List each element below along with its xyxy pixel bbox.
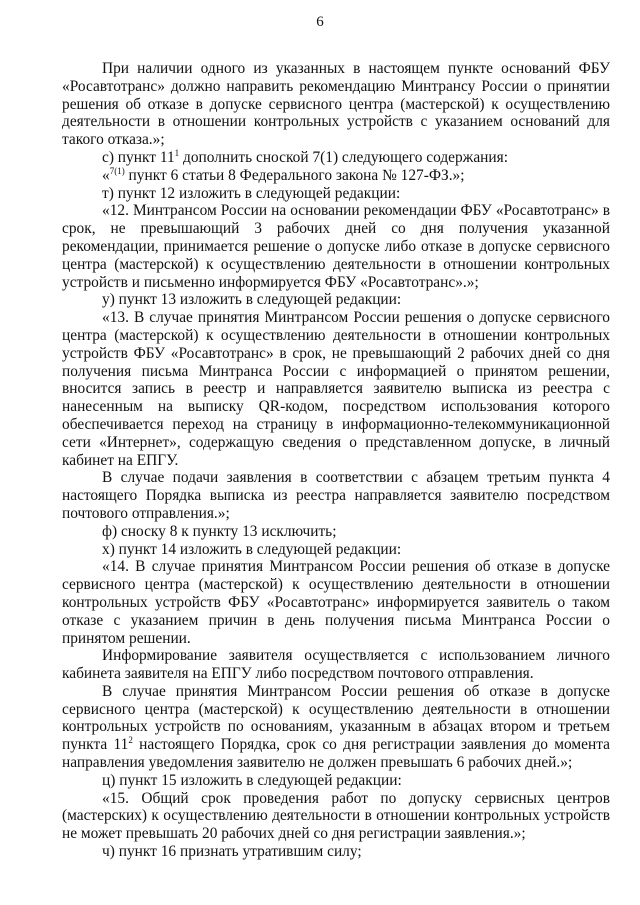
paragraph: При наличии одного из указанных в настоящем пункте оснований ФБУ «Росавтотранс» должно направить рекомендацию Минтрансу России о принятии решения об отказе в допуске сервисного центра (мастерской) к осуществлению деятельности в отношении контрольных устройств с указанием оснований для такого отказа.»; bbox=[62, 60, 610, 149]
superscript: 2 bbox=[128, 735, 133, 746]
paragraph: «12. Минтрансом России на основании рекомендации ФБУ «Росавтотранс» в срок, не превышающий 3 рабочих дней со дня получения указанной рекомендации, принимается решение о допуске либо отказе в допуске сервисного центра (мастерской) к осуществлению деятельности в отношении контрольных устройств и письменно информируется ФБУ «Росавтотранс».»; bbox=[62, 202, 610, 291]
paragraph: В случае подачи заявления в соответствии с абзацем третьим пункта 4 настоящего Порядка выписка из реестра направляется заявителю посредством почтового отправления.»; bbox=[62, 469, 610, 522]
paragraph-text: дополнить сноской 7(1) следующего содержания: bbox=[179, 148, 508, 166]
paragraph: ф) сноску 8 к пункту 13 исключить; bbox=[102, 522, 337, 540]
paragraph: т) пункт 12 изложить в следующей редакции: bbox=[102, 184, 401, 202]
paragraph bbox=[62, 149, 610, 167]
page-number: 6 bbox=[316, 14, 324, 30]
superscript: 1 bbox=[174, 147, 180, 158]
document-body bbox=[62, 60, 610, 861]
paragraph-text: с) пункт 11 bbox=[102, 148, 175, 166]
paragraph: Информирование заявителя осуществляется с использованием личного кабинета заявителя на ЕПГУ либо посредством почтового отправления. bbox=[62, 647, 610, 683]
paragraph: «15. Общий срок проведения работ по допуску сервисных центров (мастерских) к осуществлению деятельности в отношении контрольных устройств не может превышать 20 рабочих дней со дня регистрации заявления.»; bbox=[62, 789, 610, 843]
paragraph: у) пункт 13 изложить в следующей редакции: bbox=[102, 291, 402, 309]
superscript: 7(1) bbox=[109, 165, 125, 176]
paragraph: ч) пункт 16 признать утратившим силу; bbox=[102, 843, 362, 861]
paragraph-text: настоящего Порядка, срок со дня регистрации заявления до момента направления уведомления заявителю не должен превышать 6 рабочих дней.»; bbox=[62, 736, 610, 772]
paragraph: «13. В случае принятия Минтрансом России решения о допуске сервисного центра (мастерской) к осуществлению деятельности в отношении контрольных устройств ФБУ «Росавтотранс» в срок, не превышающий 2 рабочих дней со дня получения письма Минтранса России с информацией о принятом решении, вносится запись в реестр и направляется заявителю выписка из реестра с нанесенным на выписку QR-кодом, посредством использования которого обеспечивается переход на страницу в информационно-телекоммуникационной сети «Интернет», содержащую сведения о представленном допуске, в личный кабинет на ЕПГУ. bbox=[62, 309, 610, 469]
paragraph-text: пункт 6 статьи 8 Федерального закона № 127-ФЗ.»; bbox=[124, 166, 465, 184]
paragraph-text: В случае принятия Минтрансом России решения об отказе в допуске сервисного центра (мастерской) к осуществлению деятельности в отношении контрольных устройств по основаниям, указанным в абзацах втором и третьем пункта 11 bbox=[62, 682, 610, 754]
paragraph bbox=[62, 167, 610, 185]
paragraph: «14. В случае принятия Минтрансом России решения об отказе в допуске сервисного центра (мастерской) к осуществлению деятельности в отношении контрольных устройств ФБУ «Росавтотранс» информируется заявитель о таком отказе с указанием причин в день получения письма Минтранса России о принятом решении. bbox=[62, 558, 610, 647]
paragraph bbox=[62, 683, 610, 772]
paragraph-text: « bbox=[102, 166, 110, 184]
paragraph: х) пункт 14 изложить в следующей редакции: bbox=[102, 540, 402, 558]
paragraph: ц) пункт 15 изложить в следующей редакции: bbox=[102, 771, 402, 789]
